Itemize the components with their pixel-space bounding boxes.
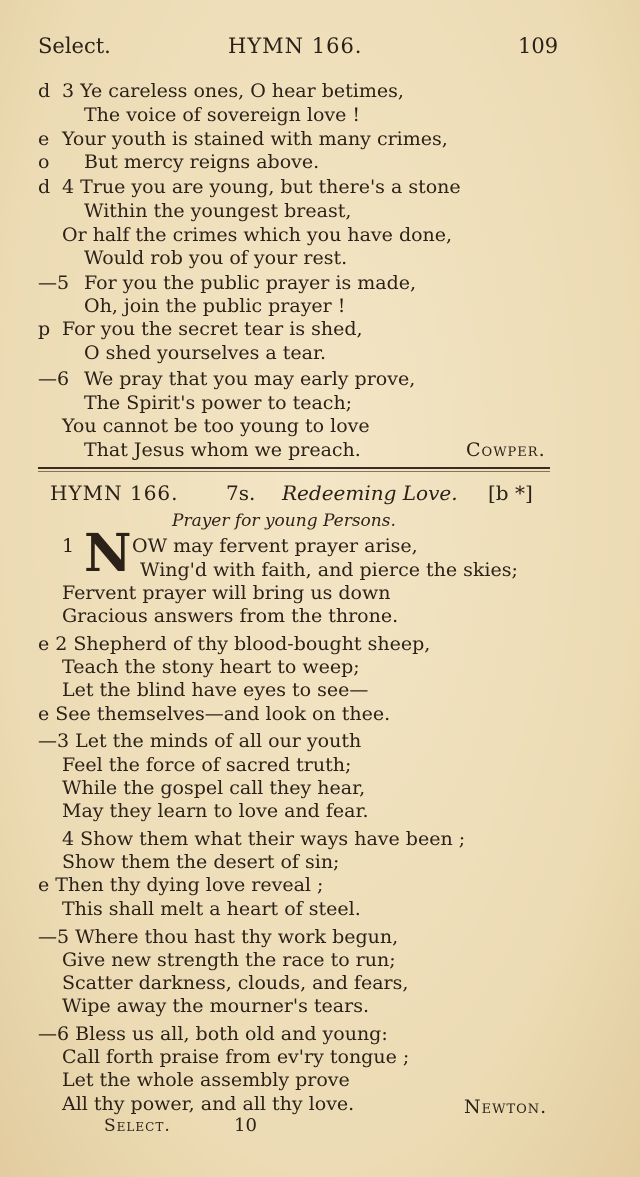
verse-line: —3 Let the minds of all our youth (38, 730, 362, 752)
verse-line: O shed yourselves a tear. (84, 342, 326, 364)
verse-line: But mercy reigns above. (84, 151, 320, 173)
verse-line: May they learn to love and fear. (62, 800, 369, 822)
verse-line: Let the whole assembly prove (62, 1069, 350, 1091)
hymn-subject: Redeeming Love. (282, 481, 458, 505)
verse-line: —5 Where thou hast thy work begun, (38, 926, 399, 948)
verse-line: Call forth praise from ev'ry tongue ; (62, 1046, 410, 1068)
mark-d: d (38, 176, 51, 198)
verse-line: The Spirit's power to teach; (84, 392, 353, 414)
verse-line: Give new strength the race to run; (62, 949, 396, 971)
section-rule (38, 467, 550, 469)
mark-o: o (38, 151, 50, 173)
verse-line: Feel the force of sacred truth; (62, 754, 352, 776)
verse-line: All thy power, and all thy love. (62, 1093, 355, 1115)
verse-line: The voice of sovereign love ! (84, 104, 361, 126)
verse-line: Wipe away the mourner's tears. (62, 995, 369, 1017)
mark-dynamic: —6 (38, 368, 70, 390)
running-head-title: HYMN 166. (228, 34, 363, 58)
signature-number: 10 (234, 1115, 257, 1136)
signature-mark: Select. (104, 1116, 171, 1136)
verse-line: For you the secret tear is shed, (62, 318, 363, 340)
verse-line: Wing'd with faith, and pierce the skies; (140, 559, 518, 581)
tune-mark: [b *] (488, 481, 533, 505)
verse-line: Show them the desert of sin; (62, 851, 340, 873)
page-number: 109 (518, 34, 559, 58)
verse-line: Or half the crimes which you have done, (62, 224, 453, 246)
verse-line: You cannot be too young to love (62, 415, 370, 437)
hymn-meter: 7s. (226, 481, 256, 505)
author-newton: Newton. (464, 1096, 548, 1118)
drop-cap: N (84, 523, 132, 584)
verse-line: 4 Show them what their ways have been ; (62, 828, 466, 850)
section-rule-thin (38, 471, 550, 472)
verse-line: Scatter darkness, clouds, and fears, (62, 972, 409, 994)
verse-number: 1 (62, 535, 75, 557)
verse-line: Within the youngest breast, (84, 200, 352, 222)
mark-dynamic: —5 (38, 272, 70, 294)
verse-line: For you the public prayer is made, (84, 272, 417, 294)
verse-line: Your youth is stained with many crimes, (62, 128, 448, 150)
verse-line: Fervent prayer will bring us down (62, 582, 391, 604)
verse-line: Oh, join the public prayer ! (84, 295, 346, 317)
verse-line: e Then thy dying love reveal ; (38, 874, 324, 896)
verse-line: e 2 Shepherd of thy blood-bought sheep, (38, 633, 431, 655)
verse-line: OW may fervent prayer arise, (132, 535, 418, 557)
verse-line: —6 Bless us all, both old and young: (38, 1023, 388, 1045)
mark-d: d (38, 80, 51, 102)
verse-line: 4 True you are young, but there's a stone (62, 176, 461, 198)
verse-line: That Jesus whom we preach. (84, 439, 361, 461)
author-cowper: Cowper. (466, 439, 546, 461)
verse-line: 3 Ye careless ones, O hear betimes, (62, 80, 404, 102)
running-head-left: Select. (38, 34, 111, 58)
verse-line: This shall melt a heart of steel. (62, 898, 361, 920)
mark-p: p (38, 318, 51, 340)
verse-line: Teach the stony heart to weep; (62, 656, 360, 678)
mark-e: e (38, 128, 50, 150)
verse-line: Let the blind have eyes to see— (62, 679, 369, 701)
verse-line: While the gospel call they hear, (62, 777, 366, 799)
verse-line: We pray that you may early prove, (84, 368, 416, 390)
verse-line: Gracious answers from the throne. (62, 605, 399, 627)
hymn-subtitle: Prayer for young Persons. (172, 511, 396, 531)
verse-line: Would rob you of your rest. (84, 247, 348, 269)
verse-line: e See themselves—and look on thee. (38, 703, 391, 725)
hymn-title: HYMN 166. (50, 481, 179, 505)
